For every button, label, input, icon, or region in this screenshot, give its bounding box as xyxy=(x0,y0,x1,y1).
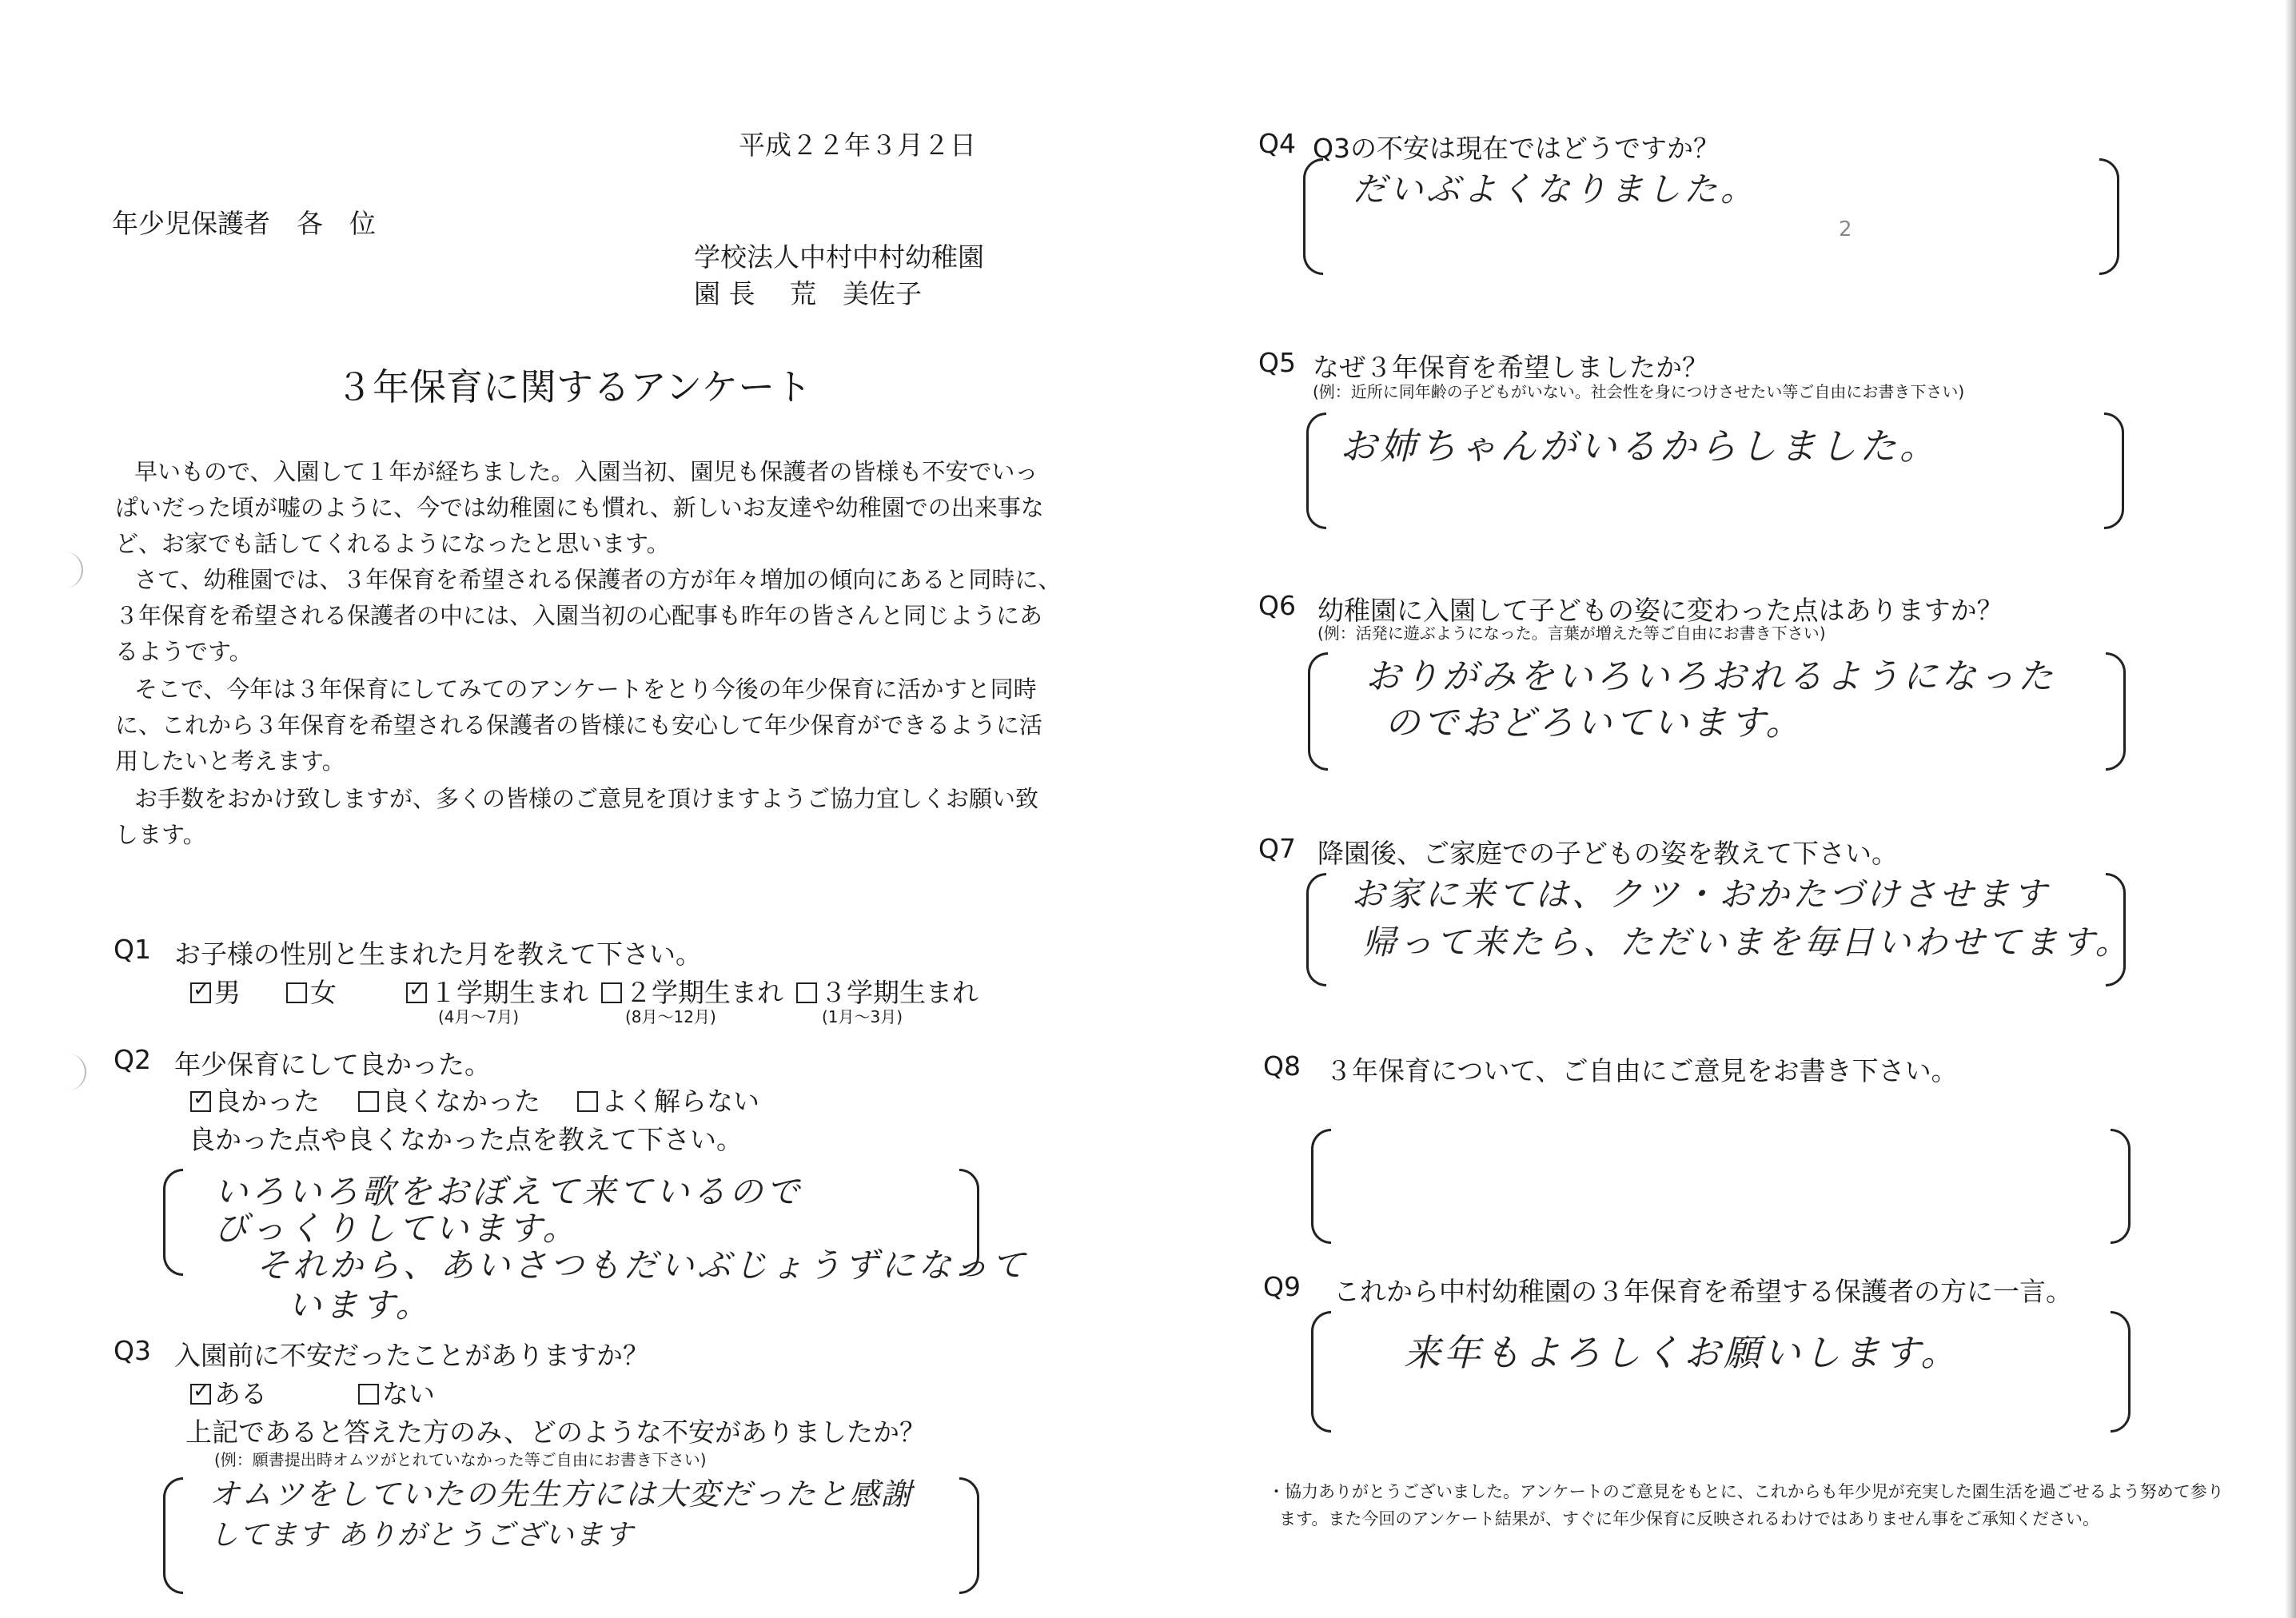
intro-line: ぱいだった頃が嘘のように、今では幼稚園にも慣れ、新しいお友達や幼稚園での出来事な xyxy=(115,494,1044,521)
q9-answer-bracket-right xyxy=(2111,1311,2131,1433)
q3-number: Q3 xyxy=(114,1335,151,1366)
q2-answer-line: びっくりしています。 xyxy=(214,1209,580,1248)
principal-name: 園 長 荒 美佐子 xyxy=(694,278,922,309)
checkbox[interactable] xyxy=(601,982,622,1003)
q5-question: なぜ３年保育を希望しましたか？ xyxy=(1313,352,1708,383)
scan-edge xyxy=(2285,0,2296,1618)
document-date: 平成２２年３月２日 xyxy=(739,130,976,161)
q3-option-no[interactable]: ない xyxy=(358,1373,435,1411)
q8-answer-bracket-left xyxy=(1311,1129,1331,1244)
q2-option-bad[interactable]: 良くなかった xyxy=(358,1081,540,1118)
q3-answer-line: オムツをしていたの先生方には大変だったと感謝 xyxy=(209,1477,914,1512)
q2-answer-bracket-left xyxy=(163,1169,183,1276)
q3-followup: 上記であると答えた方のみ、どのような不安がありましたか？ xyxy=(185,1417,926,1448)
footer-note: ・協力ありがとうございました。アンケートのご意見をもとに、これからも年少児が充実した園生活を過ごせるよう努めて参り xyxy=(1268,1482,2224,1501)
checkbox[interactable] xyxy=(286,982,307,1003)
q4-number: Q4 xyxy=(1258,128,1296,159)
q2-answer-line: いろいろ歌をおぼえて来ているので xyxy=(214,1172,803,1211)
q6-question: 幼稚園に入園して子どもの姿に変わった点はありますか？ xyxy=(1317,595,2003,626)
q2-option-unsure[interactable]: よく解らない xyxy=(577,1081,759,1118)
intro-line: るようです。 xyxy=(115,638,253,665)
intro-line: ３年保育を希望される保護者の中には、入園当初の心配事も昨年の皆さんと同じようにあ xyxy=(115,602,1043,629)
intro-line: お手数をおかけ致しますが、多くの皆様のご意見を頂けますようご協力宜しくお願い致 xyxy=(134,785,1039,812)
checkbox[interactable] xyxy=(358,1091,379,1112)
intro-line: さて、幼稚園では、３年保育を希望される保護者の方が年々増加の傾向にあると同時に、 xyxy=(134,566,1062,593)
intro-line: 早いもので、入園して１年が経ちました。入園当初、園児も保護者の皆様も不安でいっ xyxy=(134,458,1038,485)
q7-answer-bracket-left xyxy=(1306,873,1326,986)
q9-question: これから中村幼稚園の３年保育を希望する保護者の方に一言。 xyxy=(1333,1276,2072,1307)
intro-line: ど、お家でも話してくれるようになったと思います。 xyxy=(115,530,670,557)
checkbox[interactable] xyxy=(577,1091,598,1112)
q6-number: Q6 xyxy=(1258,590,1296,621)
q1-option-term3[interactable]: ３学期生まれ xyxy=(796,972,979,1010)
q1-term2-months: (8月～12月) xyxy=(625,1007,716,1026)
q3-answer-bracket-left xyxy=(163,1477,183,1594)
q3-answer-bracket-right xyxy=(959,1477,979,1594)
q5-answer-bracket-right xyxy=(2104,412,2124,529)
q1-option-male[interactable]: ✓男 xyxy=(190,972,241,1010)
intro-line: に、これから３年保育を希望される保護者の皆様にも安心して年少保育ができるように活 xyxy=(115,711,1043,739)
q6-example: (例：活発に遊ぶようになった。言葉が増えた等ご自由にお書き下さい) xyxy=(1317,624,1826,643)
q5-number: Q5 xyxy=(1258,347,1296,378)
q1-option-term2[interactable]: ２学期生まれ xyxy=(601,972,783,1010)
intro-line: 用したいと考えます。 xyxy=(115,747,345,775)
q8-question: ３年保育について、ご自由にご意見をお書き下さい。 xyxy=(1325,1055,1958,1086)
q1-term1-months: (4月～7月) xyxy=(438,1007,520,1026)
q1-option-term1[interactable]: ✓ １学期生まれ xyxy=(406,972,588,1010)
q7-answer-line: お家に来ては、クツ・おかたづけさせます xyxy=(1351,875,2051,914)
q8-answer-bracket-right xyxy=(2111,1129,2131,1244)
checkbox[interactable] xyxy=(796,982,817,1003)
checkbox-checked[interactable] xyxy=(190,1384,211,1405)
q6-answer-bracket-right xyxy=(2106,652,2126,771)
q2-answer-line: それから、あいさつもだいぶじょうずになって xyxy=(256,1245,1029,1285)
checkbox-checked[interactable] xyxy=(406,982,427,1003)
addressee: 年少児保護者 各 位 xyxy=(112,208,376,239)
q4-note: 2 xyxy=(1839,217,1852,241)
q6-answer-line: のでおどろいています。 xyxy=(1385,703,1804,743)
checkbox[interactable] xyxy=(358,1384,379,1405)
q1-question: お子様の性別と生まれた月を教えて下さい。 xyxy=(174,939,702,970)
q9-answer-bracket-left xyxy=(1311,1311,1331,1433)
q2-number: Q2 xyxy=(114,1044,151,1075)
q5-answer-bracket-left xyxy=(1306,412,1326,529)
intro-line: します。 xyxy=(115,821,206,848)
q7-number: Q7 xyxy=(1258,833,1296,864)
q6-answer-line: おりがみをいろいろおれるようになった xyxy=(1365,656,2056,697)
q1-term3-months: (1月～3月) xyxy=(822,1007,903,1026)
q5-example: (例：近所に同年齢の子どもがいない。社会性を身につけさせたい等ご自由にお書き下さい) xyxy=(1313,382,1965,401)
q3-question: 入園前に不安だったことがありますか？ xyxy=(174,1340,649,1371)
school-name: 学校法人中村中村幼稚園 xyxy=(694,241,984,273)
checkbox-checked[interactable] xyxy=(190,982,211,1003)
q3-answer-line: してます ありがとうございます xyxy=(209,1519,634,1552)
q1-number: Q1 xyxy=(114,934,151,965)
q8-number: Q8 xyxy=(1263,1050,1301,1082)
punch-hole-mark xyxy=(67,1054,86,1090)
q1-option-female[interactable]: 女 xyxy=(286,972,337,1010)
q3-option-yes[interactable]: ✓ある xyxy=(190,1373,267,1411)
q2-question: 年少保育にして良かった。 xyxy=(174,1049,491,1080)
q2-answer-line: います。 xyxy=(288,1285,432,1325)
intro-line: そこで、今年は３年保育にしてみてのアンケートをとり今後の年少保育に活かすと同時 xyxy=(134,675,1037,703)
checkbox-checked[interactable] xyxy=(190,1091,211,1112)
q2-followup: 良かった点や良くなかった点を教えて下さい。 xyxy=(189,1124,743,1155)
q4-answer-bracket-right xyxy=(2099,158,2119,275)
q6-answer-bracket-left xyxy=(1308,652,1328,771)
q4-answer-bracket-left xyxy=(1303,158,1323,275)
q7-question: 降園後、ご家庭での子どもの姿を教えて下さい。 xyxy=(1317,838,1898,869)
q7-answer-line: 帰って来たら、ただいまを毎日いわせてます。 xyxy=(1362,923,2132,962)
q3-example: (例：願書提出時オムツがとれていなかった等ご自由にお書き下さい) xyxy=(214,1450,707,1469)
q2-option-good[interactable]: ✓良かった xyxy=(190,1081,320,1118)
survey-title: ３年保育に関するアンケート xyxy=(336,365,812,408)
q9-answer-line: 来年もよろしくお願いします。 xyxy=(1404,1331,1961,1374)
q9-number: Q9 xyxy=(1263,1271,1301,1302)
q5-answer-line: お姉ちゃんがいるからしました。 xyxy=(1340,424,1939,468)
q4-question: Q3の不安は現在ではどうですか？ xyxy=(1313,133,1720,164)
footer-note: ます。また今回のアンケート結果が、すぐに年少保育に反映されるわけではありません事をご承知ください。 xyxy=(1279,1509,2100,1528)
q4-answer-line: だいぶよくなりました。 xyxy=(1353,169,1758,209)
punch-hole-mark xyxy=(50,552,83,588)
